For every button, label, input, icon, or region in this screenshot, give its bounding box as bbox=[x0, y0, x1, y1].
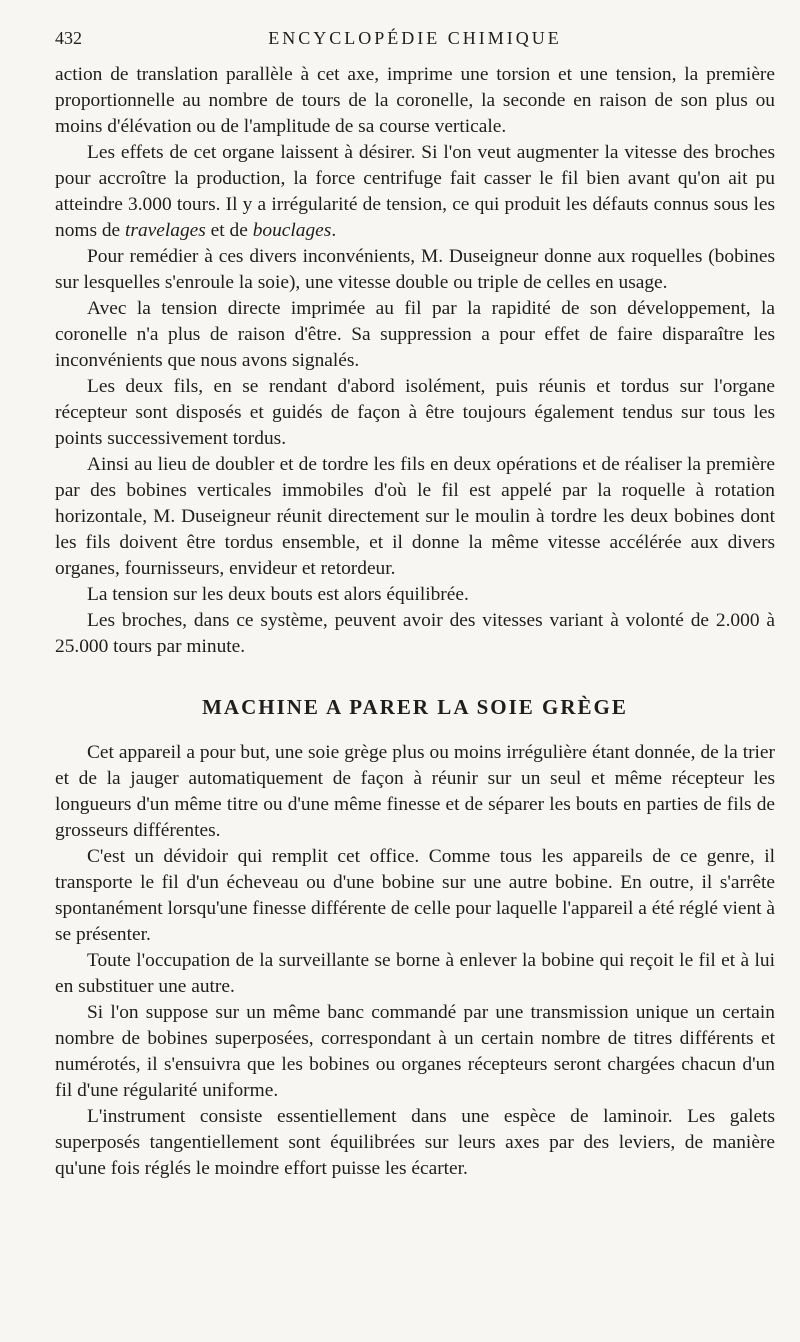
paragraph: Avec la tension directe imprimée au fil par la rapidité de son développement, la coronelle n'a plus de raison d'être. Sa suppression a pour effet de faire disparaître les inconvénients que nous avons signalés. bbox=[55, 298, 775, 371]
paragraph: Ainsi au lieu de doubler et de tordre les fils en deux opérations et de réaliser la première par des bobines verticales immobiles d'où le fil est appelé par la roquelle à rotation horizontale, M. Duseigneur réunit directement sur le moulin à tordre les deux bobines dont les fils doivent être tordus ensemble, et il donne la même vitesse accélérée aux divers organes, fournisseurs, envideur et retordeur. bbox=[55, 454, 775, 579]
body-text bbox=[55, 62, 775, 1182]
paragraph: Pour remédier à ces divers inconvénients, M. Duseigneur donne aux roquelles (bobines sur lesquelles s'enroule la soie), une vitesse double ou triple de celles en usage. bbox=[55, 246, 775, 293]
running-header bbox=[55, 24, 775, 50]
paragraph: action de translation parallèle à cet axe, imprime une torsion et une tension, la première proportionnelle au nombre de tours de la coronelle, la seconde en raison de son plus ou moins d'élévation ou de l'amplitude de sa course verticale. bbox=[55, 64, 775, 137]
paragraph: Les deux fils, en se rendant d'abord isolément, puis réunis et tordus sur l'organe récepteur sont disposés et guidés de façon à être toujours également tendus sur tous les points successivement tordus. bbox=[55, 376, 775, 449]
italic-term: bouclages bbox=[252, 220, 332, 241]
section-title: MACHINE A PARER LA SOIE GRÈGE bbox=[202, 695, 628, 719]
paragraph: C'est un dévidoir qui remplit cet office. Comme tous les appareils de ce genre, il transporte le fil d'un écheveau ou d'une bobine sur une autre bobine. En outre, il s'arrête spontanément lorsqu'une finesse différente de celle pour laquelle l'appareil a été réglé vient à se présenter. bbox=[55, 846, 776, 945]
paragraph: Si l'on suppose sur un même banc commandé par une transmission unique un certain nombre de bobines superposées, correspondant à un certain nombre de titres différents et numérotés, il s'ensuivra que les bobines ou organes récepteurs seront chargées chacun d'un fil d'une régularité uniforme. bbox=[55, 1002, 775, 1101]
paragraph: La tension sur les deux bouts est alors équilibrée. bbox=[87, 584, 469, 605]
page-number: 432 bbox=[55, 28, 82, 48]
paragraph: Cet appareil a pour but, une soie grège plus ou moins irrégulière étant donnée, de la trier et de la jauger automatiquement de façon à réunir sur un seul et même récepteur les longueurs d'un même titre ou d'une même finesse et de séparer les bouts en parties de fils de grosseurs différentes. bbox=[55, 742, 775, 841]
paragraph: Toute l'occupation de la surveillante se borne à enlever la bobine qui reçoit le fil et à lui en substituer une autre. bbox=[55, 950, 775, 997]
paragraph-text: Les effets de cet organe laissent à désirer. Si l'on veut augmenter la vitesse des broches pour accroître la production, la force centrifuge fait casser le fil bien avant qu'on ait pu atteindre 3.000 tours. Il y a irrégularité de tension, ce qui produit les défauts connus sous les noms de bbox=[55, 142, 775, 241]
paragraph: L'instrument consiste essentiellement dans une espèce de laminoir. Les galets superposés tangentiellement sont équilibrées sur leurs axes par des leviers, de manière qu'une fois réglés le moindre effort puisse les écarter. bbox=[55, 1106, 775, 1179]
paragraph-text: . bbox=[331, 220, 337, 241]
running-title: ENCYCLOPÉDIE CHIMIQUE bbox=[268, 28, 562, 48]
paragraph: Les broches, dans ce système, peuvent avoir des vitesses variant à volonté de 2.000 à 25.000 tours par minute. bbox=[55, 610, 775, 657]
paragraph-text: et de bbox=[210, 220, 248, 241]
paragraph bbox=[55, 140, 775, 244]
italic-term: travelages bbox=[125, 220, 206, 241]
